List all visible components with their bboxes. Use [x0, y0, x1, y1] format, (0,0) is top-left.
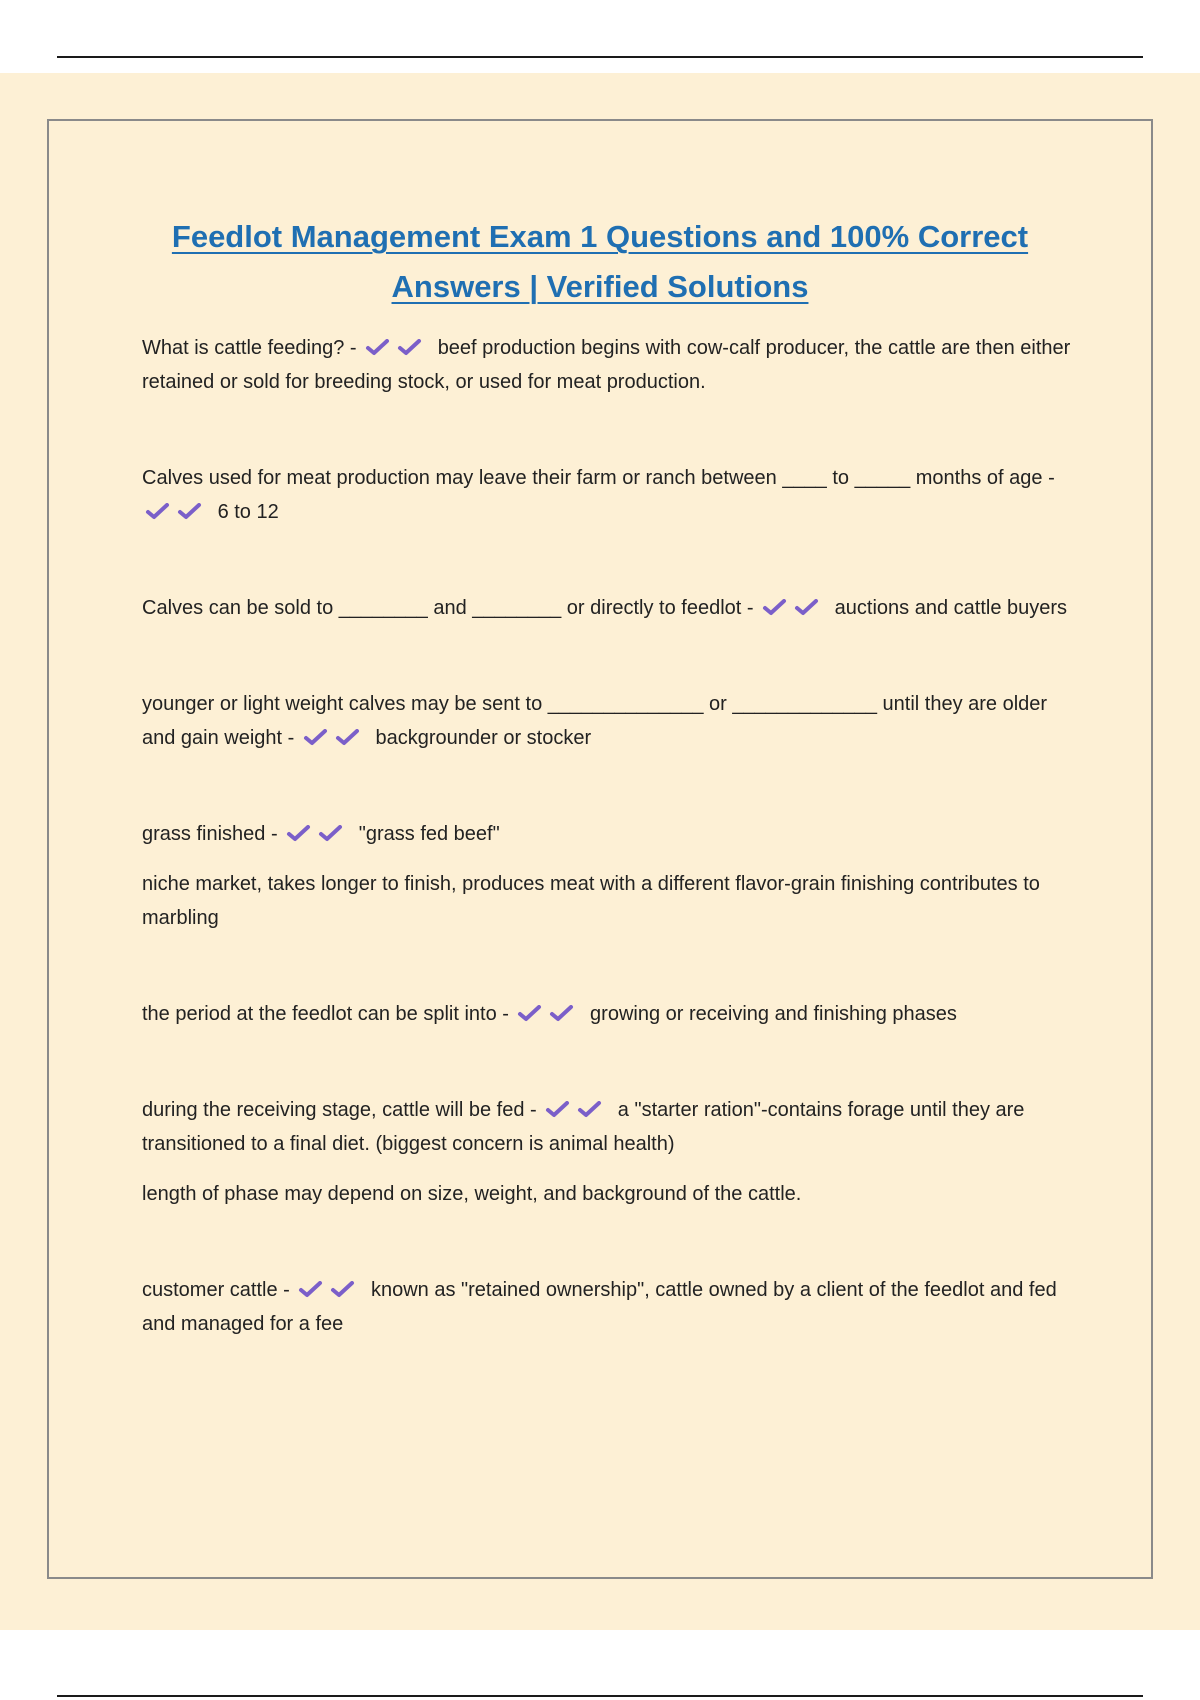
answer-text: "grass fed beef": [358, 823, 500, 845]
document-title: Feedlot Management Exam 1 Questions and 100% Correct Answers | Verified Solutions: [171, 219, 1029, 304]
checkmark-icon: [545, 1101, 570, 1118]
answer-text: 6 to 12: [217, 501, 279, 523]
qa-item: [142, 461, 1077, 529]
answer-text: a "starter ration"-contains forage until they are transitioned to a final diet. (biggest concern is animal health): [142, 1099, 1025, 1155]
question-text: What is cattle feeding? -: [142, 337, 357, 359]
qa-item: [142, 817, 1077, 851]
question-text: during the receiving stage, cattle will be fed -: [142, 1099, 537, 1121]
answer-text: auctions and cattle buyers: [834, 597, 1068, 619]
qa-item: [142, 1093, 1077, 1161]
answer-text: growing or receiving and finishing phases: [590, 1003, 957, 1025]
qa-list: [142, 331, 1077, 1341]
answer-continuation: niche market, takes longer to finish, produces meat with a different flavor-grain finishing contributes to marbling: [142, 873, 1040, 929]
question-text: the period at the feedlot can be split into -: [142, 1003, 509, 1025]
answer-text: beef production begins with cow-calf producer, the cattle are then either retained or sold for breeding stock, or used for meat production.: [142, 337, 1071, 393]
checkmark-icon: [330, 1281, 355, 1298]
question-text: customer cattle -: [142, 1279, 290, 1301]
checkmark-icon: [517, 1005, 542, 1022]
checkmark-icon: [177, 503, 202, 520]
checkmark-icon: [145, 503, 170, 520]
qa-item: [142, 687, 1077, 755]
answer-text: backgrounder or stocker: [375, 727, 592, 749]
checkmark-icon: [549, 1005, 574, 1022]
checkmark-icon: [335, 729, 360, 746]
checkmark-icon: [318, 825, 343, 842]
qa-item: [142, 331, 1077, 399]
checkmark-icon: [577, 1101, 602, 1118]
answer-continuation: length of phase may depend on size, weight, and background of the cattle.: [142, 1183, 802, 1205]
answer-text: known as "retained ownership", cattle owned by a client of the feedlot and fed and managed for a fee: [142, 1279, 1057, 1335]
checkmark-icon: [794, 599, 819, 616]
checkmark-icon: [303, 729, 328, 746]
checkmark-icon: [397, 339, 422, 356]
footer-rule: [57, 1695, 1143, 1697]
checkmark-icon: [298, 1281, 323, 1298]
checkmark-icon: [762, 599, 787, 616]
qa-item: [142, 997, 1077, 1031]
question-text: Calves can be sold to ________ and ________ or directly to feedlot -: [142, 597, 754, 619]
qa-item: [142, 591, 1077, 625]
checkmark-icon: [365, 339, 390, 356]
qa-item: [142, 1273, 1077, 1341]
question-text: Calves used for meat production may leave their farm or ranch between ____ to _____ months of age -: [142, 467, 1055, 489]
checkmark-icon: [286, 825, 311, 842]
question-text: grass finished -: [142, 823, 278, 845]
header-rule: [57, 56, 1143, 58]
question-text: younger or light weight calves may be sent to ______________ or _____________ until they are older and gain weight -: [142, 693, 1048, 749]
